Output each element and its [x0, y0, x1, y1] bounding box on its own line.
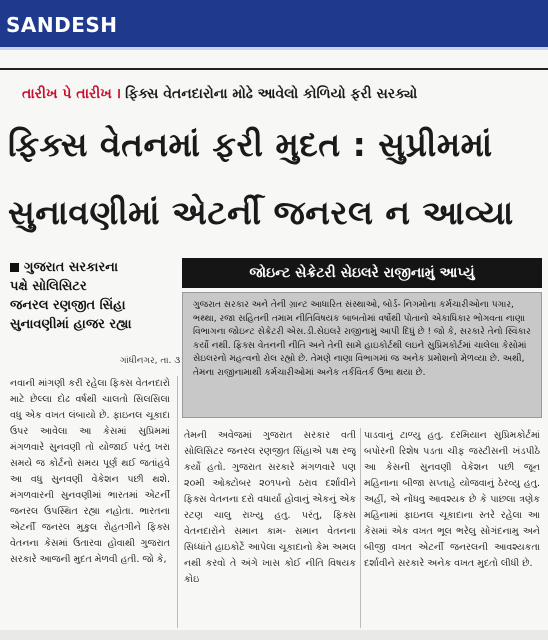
boxed-story-body: ગુજરાત સરકાર અને તેની ગ્રાન્ટ આધારિત સંસ્થાઓ, બોર્ડ- નિગમોના કર્મચારીઓના પગાર, ભથ્થા, રજા સહિતની તમામ નીતિવિષયક બાબતોમાં વર્ષોથી પોતાનો એકાધિકાર ભોગવતા નાણા વિભાગના જોઇન્ટ સેક્રેટરી એસ.ડી.સેઇલરે રાજીનામું આપી દિધું છે ! જો કે, સરકારે તેનો સ્વિકાર કર્યો નથી. ફિક્સ વેતનની નીતિ અને તેની સામે હાઇકોર્ટથી લઇને સુપ્રિમકોર્ટમાં ચાલેલા કેસોમાં સેઇલરનો મહત્વનો રોલ રહ્યો છે. તેમણે નાણા વિભાગમાં જ અનેક પ્રમોશનો મેળવ્યા છે. અથી, તેમના રાજીનામાથી કર્મચારીઓમાં અનેક તર્કવિતર્ક ઉભા થયા છે.	[182, 292, 542, 418]
sub-headline-line: સુનાવણીમાં હાજર રહ્યા	[10, 317, 132, 332]
dateline: ગાંધીનગર, તા. ૩	[120, 356, 181, 366]
headline-line-1: ફિક્સ વેતનમાં ફરી મુદત : સુપ્રીમમાં	[8, 125, 493, 164]
kicker-label: તારીખ પે તારીખ	[22, 86, 112, 102]
sub-headline-line: પક્ષે સોલિસિટર	[10, 279, 87, 294]
kicker-separator: ।	[115, 86, 122, 102]
headline-line-2: સુનાવણીમાં એટર્ની જનરલ ન આવ્યા	[8, 193, 514, 232]
kicker-text: ફિક્સ વેતનદારોના મોઢે આવેલો કોળિયો ફરી સરક્યો	[125, 86, 418, 102]
sub-headline-line: ગુજરાત સરકારના	[10, 258, 176, 277]
masthead	[0, 0, 548, 50]
column-divider	[177, 376, 178, 628]
article-column-3: પાડવાનું ટાળ્યુ હતુ. દરમિયાન સુપ્રિમકોર્ટમાં બપોરની રિશેષ પડતા ચીફ જસ્ટીસની ખંડપીઠે આ કેસની સુનવણી વેકેશન પછી જૂન મહિનાના બીજા સપ્તાહે યોજવાનું ઠેરવ્યુ હતુ. અહીં, એ નોંધવુ આવશ્યક છે કે પાછલા ત્રણેક મહિનામાં ફાઇનલ ચૂકાદાના સ્તરે રહેલા આ કેસમાં એક વખત ભૂલ ભરેલુ સોગંદનામુ અને બીજી વખત એટર્ની જનરલની આવશ્યકતા દર્શાવીને સરકારે અનેક વખત મુદતો લીધી છે.	[364, 430, 540, 569]
sub-headline-line: જનરલ રણજીત સિંહા	[10, 298, 126, 313]
top-rule	[0, 68, 548, 70]
column-divider	[360, 428, 361, 628]
bottom-strip	[0, 630, 548, 640]
article-column-1: નવાની માંગણી કરી રહેલા ફિક્સ વેતનદારો માટે છેલ્લા દોઢ વર્ષથી ચાલતો સિલસિલા વધુ એક વખત લંબાયો છે. ફાઇનલ ચૂકાદા ઉપર આવેલા આ કેસમાં સુપ્રિમમાં મંગળવારે સુનવણી તો યોજાઈ પરંતુ ખરા સમયે જ કોર્ટનો સમય પૂર્ણ થઈ જતાંહવે આ વધુ સુનવણી વેકેશન પછી થશે. મંગળવારની સુનવણીમાં ભારતમાં એટર્ની જનરલ ઉપસ્થિત રહ્યા નહોતા. ભારતના એટર્ની જનરલ મુકુલ રોહતગીને ફિક્સ વેતનના કેસમાં ઉતારવા હોવાથી ગુજરાત સરકારે આજની મુદત મેળવી હતી. જો કે,	[10, 378, 170, 565]
bullet-square-icon	[10, 263, 19, 272]
publication-name: SANDESH	[6, 13, 118, 37]
boxed-story-heading: જોઇન્ટ સેક્રેટરી સેઇલરે રાજીનામું આપ્યું	[182, 258, 542, 288]
sub-headline	[10, 258, 176, 354]
kicker-line	[22, 84, 542, 103]
article-column-2: તેમની અવેજમાં ગુજરાત સરકાર વતી સોલિસિટર જનરલ રણજીત સિંહાએ પક્ષ રજૂ કર્યો હતો. ગુજરાત સરકારે મંગળવારે પણ ૨૦મી ઓક્ટોબર ૨૦૧૫નો ઠરાવ દર્શાવીને ફિક્સ વેતનના દરો વધાર્યા હોવાનું એકનું એક રટણ ચાલુ રાખ્યુ હતુ. પરંતુ, ફિક્સ વેતનદારોને સમાન કામ- સમાન વેતનના સિધ્ધાંતે હાઇકોર્ટે આપેલા ચૂકાદાનો કેમ અમલ નથી કરવો તે અંગે ખાસ કોઈ નીતિ વિષયક કોઇ	[184, 430, 356, 585]
